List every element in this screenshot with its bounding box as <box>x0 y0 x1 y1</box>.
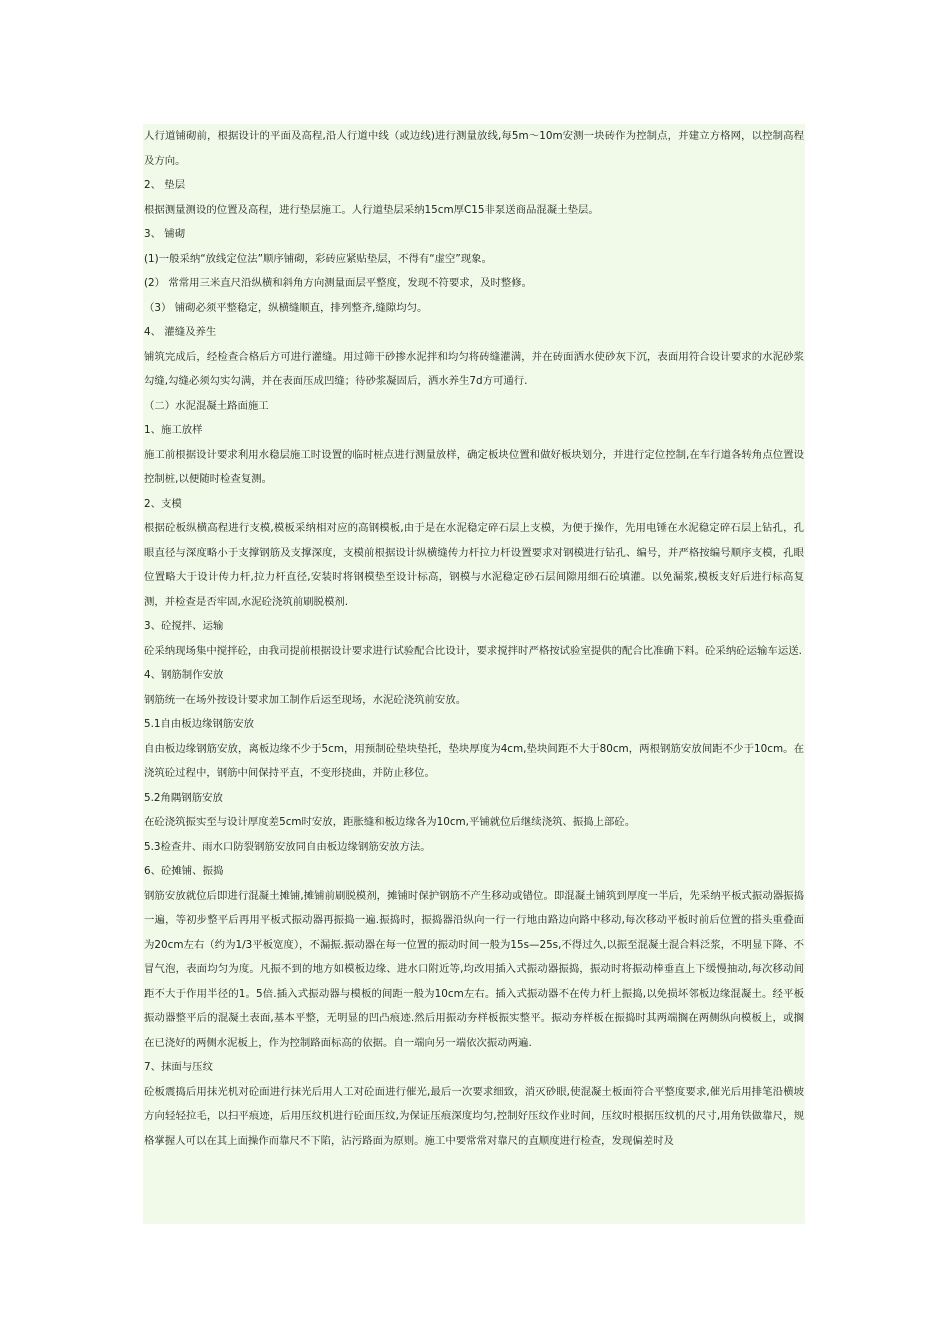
section-heading: 1、施工放样 <box>144 424 203 436</box>
section-heading: 3、 铺砌 <box>144 228 186 240</box>
paragraph: 在砼浇筑振实至与设计厚度差5cm时安放，距胀缝和板边缘各为10cm,平铺就位后继续浇筑、振捣上部砼。 <box>144 816 636 828</box>
section-heading: 4、钢筋制作安放 <box>144 669 224 681</box>
paragraph: 铺筑完成后，经检查合格后方可进行灌缝。用过筛干砂掺水泥拌和均匀将砖缝灌满，并在砖面洒水使砂灰下沉，表面用符合设计要求的水泥砂浆勾缝,勾缝必须勾实勾满，并在表面压成凹缝；待砂浆凝固后，洒水养生7d方可通行. <box>144 350 804 387</box>
subsection-heading: 5.1自由板边缘钢筋安放 <box>144 718 255 730</box>
paragraph: 自由板边缘钢筋安放，离板边缘不少于5cm，用预制砼垫块垫托，垫块厚度为4cm,垫块间距不大于80cm，两根钢筋安放间距不少于10cm。在浇筑砼过程中，钢筋中间保持平直，不变形挠曲，并防止移位。 <box>144 742 804 779</box>
subsection-heading: 5.3检查井、雨水口防裂钢筋安放同自由板边缘钢筋安放方法。 <box>144 840 431 853</box>
section-heading: 3、砼搅拌、运输 <box>144 620 224 632</box>
paragraph: 钢筋安放就位后即进行混凝土摊铺,摊铺前刷脱模剂，摊铺时保护钢筋不产生移动或错位。即混凝土铺筑到厚度一半后，先采纳平板式振动器振捣一遍，等初步整平后再用平板式振动器再振捣一遍.振捣时，振捣器沿纵向一行一行地由路边向路中移动,每次移动平板时前后位置的搭头重叠面为20cm左右（约为1/3平板宽度），不漏振.振动器在每一位置的振动时间一般为15s—25s,不得过久,以振至混凝土混合料泛浆，不明显下降、不冒气泡，表面均匀为度。凡振不到的地方如模板边缘、进水口附近等,均改用插入式振动器振捣，振动时将振动棒垂直上下缓慢抽动,每次移动间距不大于作用半径的1。5倍.插入式振动器与模板的间距一般为10cm左右。插入式振动器不在传力杆上振捣,以免损坏邻板边缘混凝土。经平板振动器整平后的混凝土表面,基本平整，无明显的凹凸痕迹.然后用振动夯样板振实整平。振动夯样板在振捣时其两端搁在两侧纵向模板上，或搁在已浇好的两侧水泥板上，作为控制路面标高的依据。自一端向另一端依次振动两遍. <box>144 889 804 1049</box>
paragraph: 根据测量测设的位置及高程，进行垫层施工。人行道垫层采纳15cm厚C15非泵送商品混凝土垫层。 <box>144 203 599 216</box>
section-heading: 4、 灌缝及养生 <box>144 326 217 338</box>
paragraph: 砼采纳现场集中搅拌砼，由我司提前根据设计要求进行试验配合比设计，要求搅拌时严格按试验室提供的配合比准确下料。砼采纳砼运输车运送. <box>144 644 802 657</box>
section-heading: 2、 垫层 <box>144 179 186 191</box>
paragraph: (1)一般采纳“放线定位法”顺序铺砌，彩砖应紧贴垫层，不得有“虚空”现象。 <box>144 252 492 265</box>
paragraph: 施工前根据设计要求利用水稳层施工时设置的临时桩点进行测量放样，确定板块位置和做好板块划分，并进行定位控制,在车行道各转角点位置设控制桩,以便随时检查复测。 <box>144 448 804 485</box>
paragraph: 钢筋统一在场外按设计要求加工制作后运至现场，水泥砼浇筑前安放。 <box>144 693 467 706</box>
chapter-heading: （二）水泥混凝土路面施工 <box>144 399 269 412</box>
document-body <box>143 124 805 1224</box>
section-heading: 6、砼摊铺、振捣 <box>144 865 224 877</box>
paragraph: 根据砼板纵横高程进行支模,模板采纳相对应的高钢模板,由于是在水泥稳定碎石层上支模，为便于操作，先用电锤在水泥稳定碎石层上钻孔，孔眼直径与深度略小于支撑钢筋及支撑深度，支模前根据设计纵横缝传力杆拉力杆设置要求对钢模进行钻孔、编号，并严格按编号顺序支模，孔眼位置略大于设计传力杆,拉力杆直径,安装时将钢模垫至设计标高，钢模与水泥稳定砂石层间隙用细石砼填灌。以免漏浆,模板支好后进行标高复测，并检查是否牢固,水泥砼浇筑前刷脱模剂. <box>144 522 804 608</box>
section-heading: 2、支模 <box>144 497 182 510</box>
paragraph: 人行道铺砌前，根据设计的平面及高程,沿人行道中线（或边线)进行测量放线,每5m～10m安测一块砖作为控制点，并建立方格网，以控制高程及方向。 <box>144 130 804 167</box>
subsection-heading: 5.2角隅钢筋安放 <box>144 791 223 804</box>
paragraph: （3） 铺砌必须平整稳定，纵横缝顺直，排列整齐,缝隙均匀。 <box>144 301 428 314</box>
section-heading: 7、抹面与压纹 <box>144 1061 213 1073</box>
paragraph: (2） 常常用三米直尺沿纵横和斜角方向测量面层平整度，发现不符要求，及时整修。 <box>144 277 533 289</box>
paragraph: 砼板震捣后用抹光机对砼面进行抹光后用人工对砼面进行催光,最后一次要求细致，消灭砂眼,使混凝土板面符合平整度要求,催光后用排笔沿横坡方向轻轻拉毛，以扫平痕迹，后用压纹机进行砼面压纹,为保证压痕深度均匀,控制好压纹作业时间，压纹时根据压纹机的尺寸,用角铁做靠尺，规格掌握人可以在其上面操作而靠尺不下陷，沾污路面为原则。施工中要常常对靠尺的直顺度进行检查，发现偏差时及 <box>144 1085 804 1147</box>
